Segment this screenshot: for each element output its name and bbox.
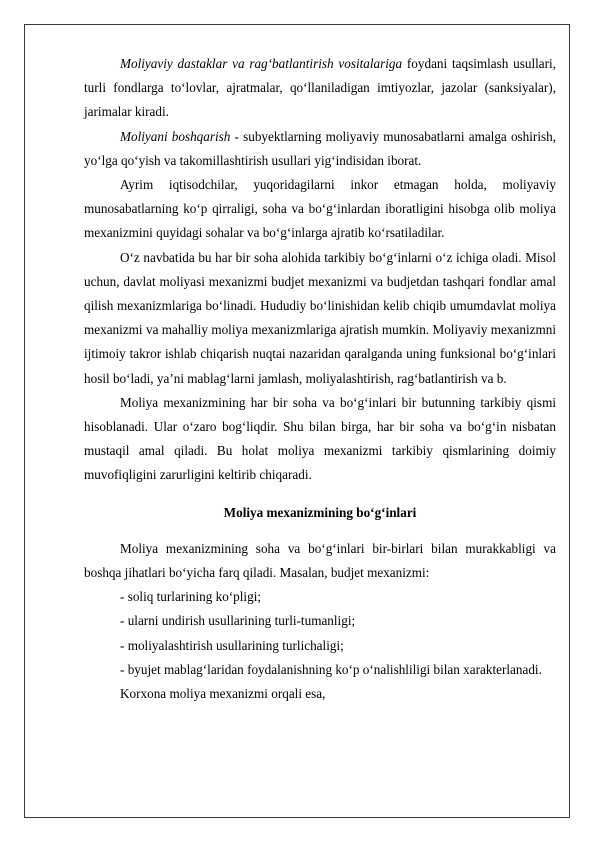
term-financial-levers: Moliyaviy dastaklar va rag‘batlantirish vositalariga: [120, 56, 403, 71]
list-item: - ularni undirish usullarining turli-tumanligi;: [120, 613, 356, 629]
section-heading: Moliya mexanizmining bo‘g‘inlari: [223, 504, 417, 520]
closing-line: Korxona moliya mexanizmi orqali esa,: [120, 686, 326, 702]
paragraph-finance-management: [84, 125, 556, 173]
list-item: - soliq turlarining ko‘pligi;: [120, 589, 262, 605]
paragraph-text: - subyektlarning moliyaviy munosabatlarni amalga oshirish, yo‘lga qo‘yish va takomillashtirish usullari yig‘indisidan iborat.: [84, 128, 557, 168]
paragraph-components: Moliya mexanizmining har bir soha va bo‘g‘inlari bir butunning tarkibiy qismi hisoblanadi. Ular o‘zaro bog‘liqdir. Shu bilan birga, har bir soha va bo‘g‘in nisbatan mustaqil amal qiladi. Bu holat moliya mexanizmi tarkibiy qismlarining doimiy muvofiqligini zarurligini keltirib chiqaradi.: [84, 394, 556, 483]
paragraph-financial-levers: [84, 52, 556, 125]
paragraph-economists: Ayrim iqtisodchilar, yuqoridagilarni inkor etmagan holda, moliyaviy munosabatlarning ko‘p qirraligi, soha va bo‘g‘inlardan iboratligini hisobga olib moliya mexanizmini quyidagi sohalar va bo‘g‘inlarga ajratib ko‘rsatiladilar.: [84, 177, 556, 241]
term-finance-management: Moliyani boshqarish: [120, 128, 231, 144]
paragraph-text: foydani taqsimlash usullari, turli fondlarga to‘lovlar, ajratmalar, qo‘llaniladigan imtiyozlar, jazolar (sanksiyalar), jarimalar kiradi.: [84, 56, 557, 120]
list-item: - byujet mablag‘laridan foydalanishning ko‘p o‘nalishliligi bilan xarakterlanadi.: [120, 661, 542, 677]
paragraph-budget-mechanism: Moliya mexanizmining soha va bo‘g‘inlari bir-birlari bilan murakkabligi va boshqa jihatlari bo‘yicha farq qiladi. Masalan, budjet mexanizmi:: [84, 540, 556, 581]
document-body: [84, 52, 556, 706]
list-item: - moliyalashtirish usullarining turlichaligi;: [120, 637, 344, 653]
paragraph-spheres: O‘z navbatida bu har bir soha alohida tarkibiy bo‘g‘inlarni o‘z ichiga oladi. Misol uchun, davlat moliyasi mexanizmi budjet mexanizmi va budjetdan tashqari fondlar amal qilish mexanizmlariga bo‘linadi. Hududiy bo‘linishidan kelib chiqib umumdavlat moliya mexanizmi va mahalliy moliya mexanizmlariga ajratish mumkin. Moliyaviy mexanizmni ijtimoiy takror ishlab chiqarish nuqtai nazaridan qaralganda uning funksional bo‘g‘inlari hosil bo‘ladi, ya’ni mablag‘larni jamlash, moliyalashtirish, rag‘batlantirish va b.: [84, 249, 556, 386]
